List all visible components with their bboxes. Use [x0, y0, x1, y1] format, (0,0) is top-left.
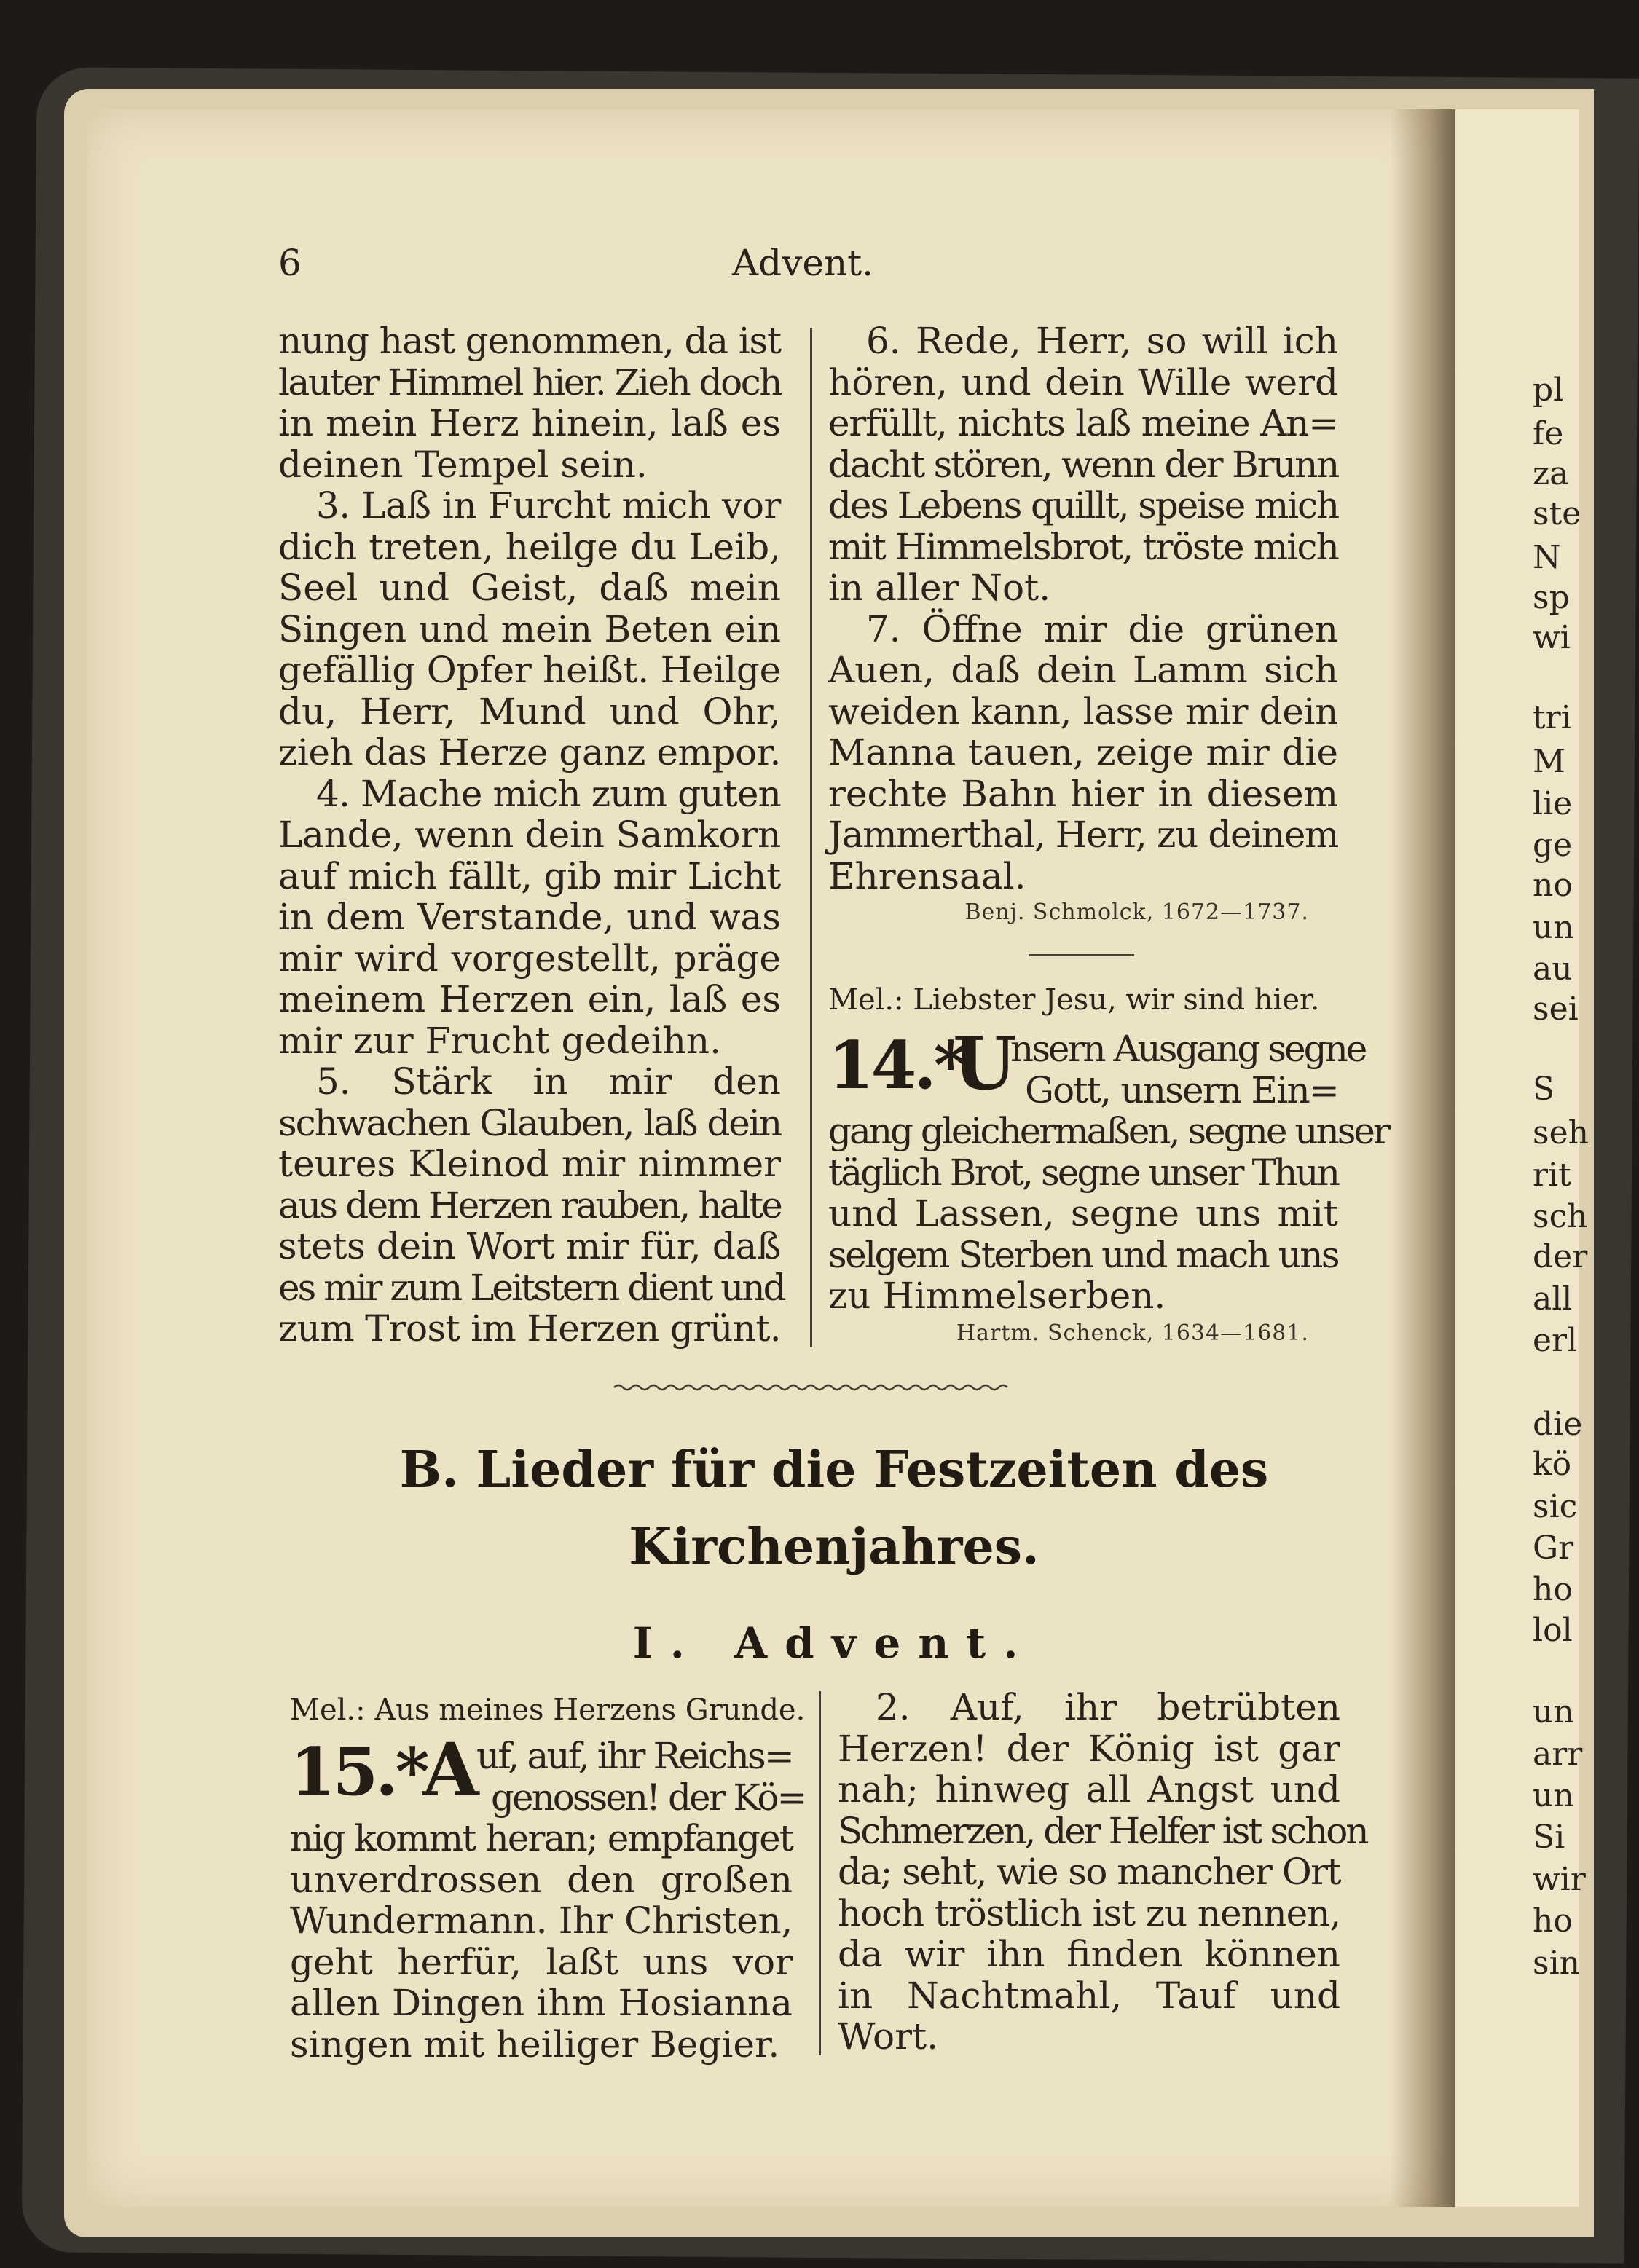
text-line: da wir ihn finden können [838, 1933, 1340, 1975]
facing-page-fragment: ge [1533, 827, 1573, 864]
text-line: gang gleichermaßen, segne unser [828, 1110, 1388, 1152]
facing-page-fragment: N [1533, 539, 1561, 576]
text-line: gefällig Opfer heißt. Heilge [278, 649, 781, 691]
text-line: zu Himmelserben. [828, 1275, 1166, 1317]
facing-page-fragment: un [1533, 1777, 1574, 1814]
hymn-14-melody-wrap [828, 980, 1338, 1020]
text-line: 5. Stärk in mir den [316, 1060, 781, 1103]
facing-page-fragment: der [1533, 1238, 1588, 1275]
facing-page-fragment: fe [1533, 415, 1564, 452]
text-line: 4. Mache mich zum guten [316, 772, 781, 815]
wavy-separator [614, 1382, 1011, 1393]
facing-page-fragment: un [1533, 909, 1574, 946]
hymn-14-number: 14.* [828, 1027, 965, 1104]
facing-page-fragment: za [1533, 455, 1569, 492]
facing-page-fragment: rit [1533, 1157, 1571, 1194]
facing-page-fragment: erl [1533, 1322, 1578, 1359]
text-line: mir zur Frucht gedeihn. [278, 1019, 722, 1062]
hymn-15-verse-2 [838, 1686, 1367, 2058]
section-title-line-1: B. Lieder für die Festzeiten des [399, 1441, 1269, 1499]
text-line: unverdrossen den großen [290, 1858, 793, 1901]
text-line: rechte Bahn hier in diesem [828, 772, 1338, 815]
right-column [828, 320, 1338, 897]
facing-page-fragment: no [1533, 867, 1573, 904]
facing-page-fragment: au [1533, 950, 1573, 988]
facing-page-fragment: seh [1533, 1114, 1589, 1151]
text-line: in mein Herz hinein, laß es [278, 402, 781, 444]
text-line: zum Trost im Herzen grünt. [278, 1307, 781, 1350]
facing-page-fragment: die [1533, 1406, 1583, 1443]
page-number: 6 [278, 242, 302, 284]
facing-page-fragment: all [1533, 1280, 1573, 1318]
hymn-15-drop-cap: A [422, 1727, 479, 1813]
text-line: Manna tauen, zeige mir die [828, 731, 1338, 773]
book-gutter [1390, 109, 1455, 2207]
hymn-14-lines [828, 1110, 1388, 1317]
text-line: 2. Auf, ihr betrübten [876, 1686, 1340, 1728]
text-line: teures Kleinod mir nimmer [278, 1143, 781, 1185]
facing-page-fragment: kö [1533, 1446, 1572, 1483]
facing-page-fragment: lol [1533, 1612, 1573, 1649]
hymn-14-second-line: Gott, unsern Ein= [1025, 1068, 1338, 1111]
facing-page-fragment: Gr [1533, 1529, 1574, 1567]
text-line: Lande, wenn dein Samkorn [278, 814, 781, 856]
text-line: in aller Not. [828, 567, 1051, 609]
column-rule-top [810, 328, 812, 1347]
facing-page-fragment: ste [1533, 495, 1581, 532]
text-line: Wort. [838, 2015, 938, 2058]
text-line: hoch tröstlich ist zu nennen, [838, 1891, 1340, 1934]
text-line: in Nachtmahl, Tauf und [838, 1974, 1340, 2017]
text-line: aus dem Herzen rauben, halte [278, 1184, 781, 1226]
hymn-14-drop-cap: U [953, 1020, 1017, 1106]
facing-page-fragment: lie [1533, 785, 1573, 822]
hymn-15-lines [290, 1818, 793, 2065]
text-line: Wundermann. Ihr Christen, [290, 1899, 793, 1942]
text-line: nah; hinweg all Angst und [838, 1768, 1340, 1811]
text-line: dich treten, heilge du Leib, [278, 525, 781, 568]
attribution-schmolck: Benj. Schmolck, 1672—1737. [964, 899, 1309, 925]
hymn-15-melody-wrap [290, 1690, 806, 1730]
hymn-15-second-line: genossen! der Kö= [491, 1776, 806, 1819]
facing-page-fragment: sch [1533, 1198, 1588, 1235]
text-line: auf mich fällt, gib mir Licht [278, 854, 781, 897]
text-line: erfüllt, nichts laß meine An= [828, 402, 1338, 444]
facing-page-fragment: sp [1533, 579, 1570, 616]
text-line: stets dein Wort mir für, daß [278, 1225, 781, 1267]
text-line: nung hast genommen, da ist [278, 320, 782, 362]
facing-page-fragment: sic [1533, 1488, 1578, 1525]
subsection-title: I. Advent. [632, 1618, 1036, 1668]
section-title [306, 1431, 1362, 1586]
hymn-15-text [290, 1733, 806, 2066]
facing-page-fragment: ho [1533, 1571, 1573, 1608]
text-line: Schmerzen, der Helfer ist schon [838, 1809, 1367, 1852]
text-line: selgem Sterben und mach uns [828, 1233, 1338, 1276]
facing-page-fragment: Si [1533, 1819, 1565, 1856]
text-line: Ehrensaal. [828, 854, 1026, 897]
facing-page-fragment: sin [1533, 1945, 1580, 1982]
text-line: Auen, daß dein Lamm sich [828, 649, 1338, 691]
text-line: allen Dingen ihm Hosianna [290, 1982, 793, 2024]
facing-page-fragment: tri [1533, 699, 1571, 736]
facing-page-fragment: wir [1533, 1861, 1586, 1898]
text-line: Herzen! der König ist gar [838, 1727, 1340, 1770]
attribution-schenck: Hartm. Schenck, 1634—1681. [956, 1320, 1309, 1346]
hymn-14-melody: Mel.: Liebster Jesu, wir sind hier. [828, 983, 1320, 1017]
text-line: 7. Öffne mir die grünen [866, 607, 1338, 650]
text-line: du, Herr, Mund und Ohr, [278, 690, 781, 733]
text-line: lauter Himmel hier. Zieh doch [278, 361, 781, 403]
right-attribution-wrap [828, 896, 1338, 929]
text-line: des Lebens quillt, speise mich [828, 484, 1338, 527]
text-line: in dem Verstande, und was [278, 896, 781, 938]
text-line: es mir zum Leitstern dient und [278, 1266, 785, 1309]
running-head: Advent. [732, 242, 874, 284]
text-line: Seel und Geist, daß mein [278, 567, 781, 609]
text-line: täglich Brot, segne unser Thun [828, 1151, 1338, 1194]
text-line: 3. Laß in Furcht mich vor [316, 484, 781, 527]
facing-page-fragment: ho [1533, 1902, 1573, 1940]
facing-page-fragment: pl [1533, 371, 1564, 409]
facing-page-fragment: M [1533, 743, 1566, 780]
section-title-line-2: Kirchenjahres. [629, 1518, 1039, 1576]
facing-page-fragment: wi [1533, 619, 1571, 656]
text-line: zieh das Herze ganz empor. [278, 731, 781, 773]
facing-page-fragment: sei [1533, 991, 1579, 1028]
text-line: deinen Tempel sein. [278, 443, 648, 486]
text-line: da; seht, wie so mancher Ort [838, 1851, 1340, 1893]
text-line: weiden kann, lasse mir dein [828, 690, 1338, 733]
column-rule-bottom [819, 1691, 821, 2055]
facing-page-fragment: S [1533, 1071, 1555, 1108]
text-line: 6. Rede, Herr, so will ich [866, 320, 1338, 362]
text-line: meinem Herzen ein, laß es [278, 978, 781, 1020]
text-line: mit Himmelsbrot, tröste mich [828, 525, 1338, 568]
text-line: geht herfür, laßt uns vor [290, 1940, 793, 1983]
text-line: Singen und mein Beten ein [278, 607, 781, 650]
text-line: nig kommt heran; empfanget [290, 1817, 793, 1859]
text-line: hören, und dein Wille werd [828, 361, 1338, 403]
text-line: mir wird vorgestellt, präge [278, 937, 781, 980]
text-line: schwachen Glauben, laß dein [278, 1101, 781, 1144]
short-rule [1029, 954, 1134, 956]
text-line: Jammerthal, Herr, zu deinem [828, 814, 1338, 856]
hymn-14-first-line: nsern Ausgang segne [1010, 1028, 1366, 1070]
hymn-15-melody: Mel.: Aus meines Herzens Grunde. [290, 1693, 806, 1727]
hymn-15-first-line: uf, auf, ihr Reichs= [476, 1735, 793, 1777]
hymn-15-number: 15.* [290, 1733, 427, 1811]
text-line: und Lassen, segne uns mit [828, 1192, 1338, 1235]
facing-page-fragment: arr [1533, 1736, 1583, 1773]
left-column [278, 320, 785, 1350]
facing-page-fragment: un [1533, 1693, 1574, 1730]
text-line: dacht stören, wenn der Brunn [828, 443, 1338, 486]
hymn-14-text [828, 1020, 1388, 1350]
text-line: singen mit heiliger Begier. [290, 2023, 780, 2066]
